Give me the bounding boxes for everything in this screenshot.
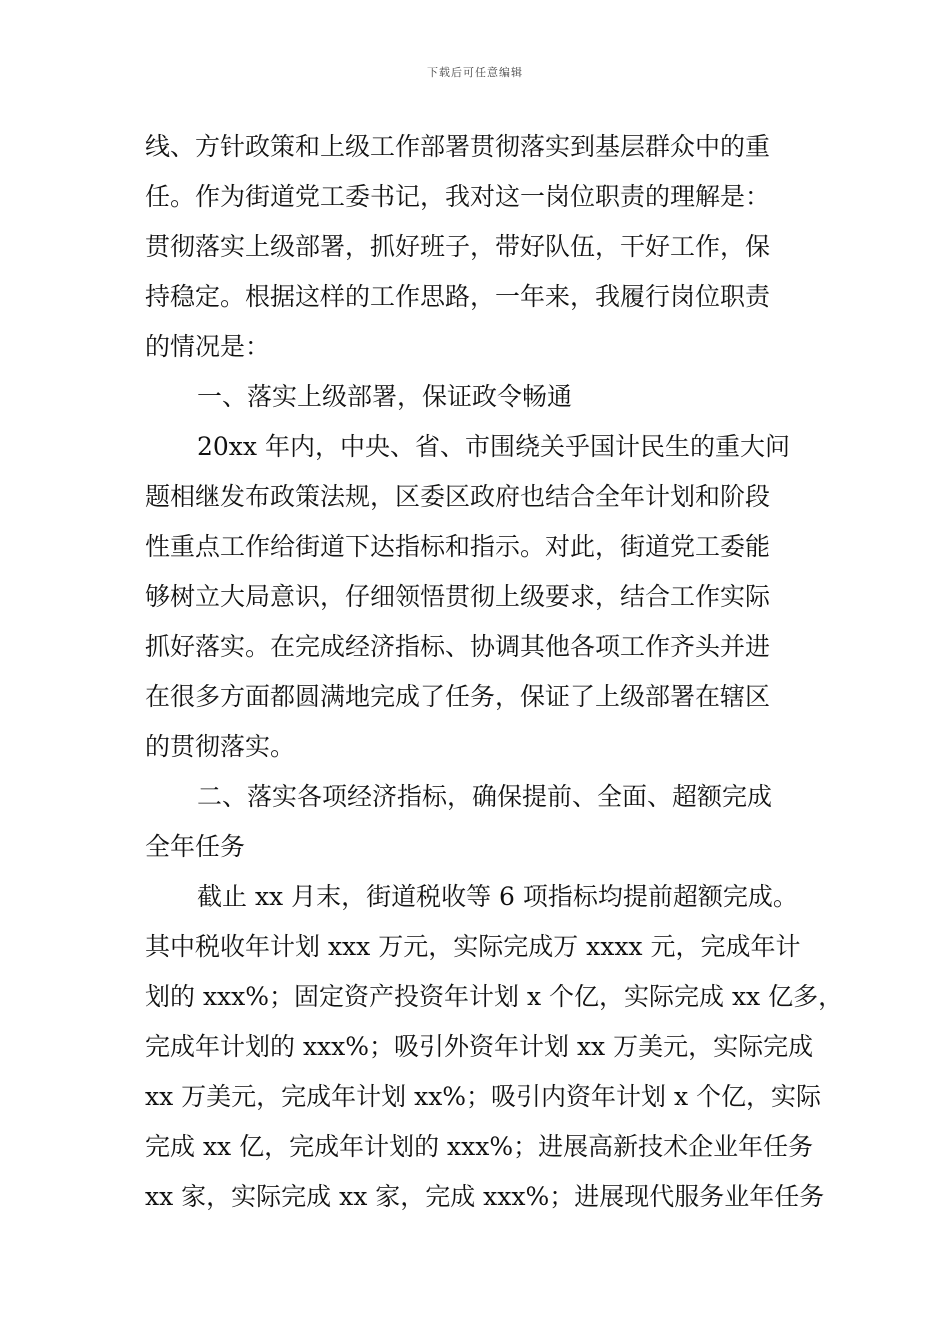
text-line: xx 万美元，完成年计划 xx%；吸引内资年计划 x 个亿，实际 [145, 1082, 822, 1111]
text-line: 其中税收年计划 xxx 万元，实际完成万 xxxx 元，完成年计 [145, 932, 801, 961]
paragraph-start: 20xx 年内，中央、省、市围绕关乎国计民生的重大问 [197, 432, 790, 461]
text-line: 线、方针政策和上级工作部署贯彻落实到基层群众中的重 [145, 132, 771, 161]
text-line: xx 家，实际完成 xx 家，完成 xxx%；进展现代服务业年任务 [145, 1182, 825, 1211]
text-line: 在很多方面都圆满地完成了任务，保证了上级部署在辖区 [145, 682, 771, 711]
text-line: 完成年计划的 xxx%；吸引外资年计划 xx 万美元，实际完成 [145, 1032, 814, 1061]
text-line: 性重点工作给街道下达指标和指示。对此，街道党工委能 [145, 532, 771, 561]
paragraph-start: 截止 xx 月末，街道税收等 6 项指标均提前超额完成。 [197, 882, 798, 911]
text-line: 持稳定。根据这样的工作思路，一年来，我履行岗位职责 [145, 282, 771, 311]
page-header-note: 下载后可任意编辑 [427, 66, 523, 79]
text-line: 划的 xxx%；固定资产投资年计划 x 个亿，实际完成 xx 亿多， [145, 982, 844, 1011]
text-line: 的情况是： [145, 332, 271, 361]
text-line: 贯彻落实上级部署，抓好班子，带好队伍，干好工作，保 [145, 232, 771, 261]
document-body [145, 122, 844, 1222]
section-heading-2: 二、落实各项经济指标，确保提前、全面、超额完成 [197, 782, 773, 811]
text-line: 够树立大局意识，仔细领悟贯彻上级要求，结合工作实际 [145, 582, 771, 611]
text-line: 任。作为街道党工委书记，我对这一岗位职责的理解是： [145, 182, 771, 211]
text-line: 抓好落实。在完成经济指标、协调其他各项工作齐头并进 [145, 632, 771, 661]
text-line: 完成 xx 亿，完成年计划的 xxx%；进展高新技术企业年任务 [145, 1132, 814, 1161]
text-line: 的贯彻落实。 [145, 732, 296, 761]
text-line: 题相继发布政策法规，区委区政府也结合全年计划和阶段 [145, 482, 771, 511]
text-line: 全年任务 [145, 832, 246, 861]
section-heading-1: 一、落实上级部署，保证政令畅通 [197, 382, 573, 411]
